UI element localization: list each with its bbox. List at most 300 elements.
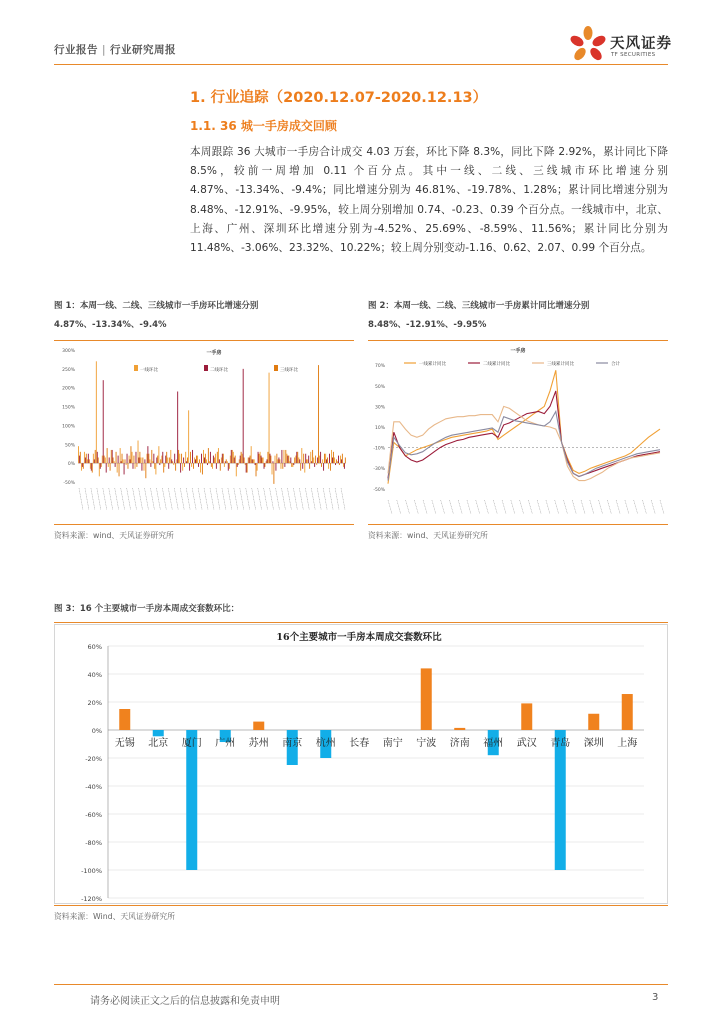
x-tick-label (109, 488, 113, 510)
bar (163, 463, 164, 472)
x-tick-label: 南京 (282, 738, 303, 749)
bar (188, 410, 189, 463)
x-tick-label (180, 488, 184, 510)
bar (197, 456, 198, 464)
bar (153, 730, 164, 736)
bar (194, 457, 195, 463)
bar (126, 463, 127, 465)
bar (203, 450, 204, 463)
bar (319, 456, 320, 464)
bar (323, 463, 324, 471)
x-tick-label (162, 488, 166, 510)
x-tick-label (103, 488, 107, 510)
bar (213, 456, 214, 464)
bar (196, 456, 197, 464)
bar (87, 459, 88, 463)
bar (133, 456, 134, 464)
bar (293, 463, 294, 465)
bar (278, 457, 279, 463)
bar (339, 463, 340, 465)
bar (206, 459, 207, 463)
bar (345, 457, 346, 463)
bar (300, 463, 301, 471)
x-tick-label (335, 488, 339, 510)
bar (282, 463, 283, 469)
bar (121, 461, 122, 463)
x-tick-label (625, 500, 629, 514)
bar (202, 463, 203, 474)
bar (255, 463, 256, 465)
bar (295, 456, 296, 464)
bar (150, 463, 151, 467)
x-tick-label (139, 488, 143, 510)
bar (81, 463, 82, 471)
x-tick-label (228, 488, 232, 510)
bar (299, 459, 300, 463)
series-line (388, 406, 660, 480)
bar (154, 463, 155, 469)
y-tick-label: 100% (62, 424, 75, 430)
bar (107, 448, 108, 463)
x-tick-label: 无锡 (114, 738, 135, 749)
x-tick-label (145, 488, 149, 510)
bar (263, 457, 264, 463)
bar (122, 454, 123, 463)
x-tick-label (246, 488, 250, 510)
bar (272, 463, 273, 474)
x-tick-label (414, 500, 418, 514)
bar (85, 457, 86, 463)
bar (211, 463, 212, 467)
bar (119, 463, 120, 476)
bar (287, 456, 288, 464)
bar (169, 457, 170, 463)
report-category (54, 42, 176, 57)
bar (104, 456, 105, 464)
bar (118, 456, 119, 464)
bar (229, 463, 230, 469)
bar (217, 452, 218, 463)
x-tick-label (240, 488, 244, 510)
bar (261, 456, 262, 464)
bar (327, 457, 328, 463)
logo-chinese-name: 天风证券 (610, 36, 672, 52)
flower-logo-icon (566, 24, 610, 64)
body-paragraph: 本周跟踪 36 大城市一手房合计成交 4.03 万套，环比下降 8.3%，同比下降 2.92%，累计同比下降 8.5%，较前一周增加 0.11 个百分点。其中一线、二线、三线城市环比增速分别 4.87%、-13.34%、-9.4%；同比增速分别为 46.81%、-19.78%、1.28%；累计同比增速分别为 8.48%、-12.91%、-9.95%，较上周分别增加 0.74、-0.23、0.39 个百分点。一线城市中，北京、上海、广州、深圳环比增速分别为-4.52%、25.69%、-8.59%、11.56%；累计同比分别为 11.48%、-3.06%、23.32%、10.22%；较上周分别变动-1.16、0.62、2.07、0.99 个百分点。 (190, 146, 668, 255)
y-tick-label: 0% (91, 727, 102, 735)
bar (555, 730, 566, 870)
bar (292, 463, 293, 467)
x-tick-label (222, 488, 226, 510)
bar (304, 463, 305, 472)
bar (328, 463, 329, 469)
bar (100, 463, 101, 469)
bar (189, 463, 190, 471)
bar (266, 461, 267, 463)
x-tick-label (270, 488, 274, 510)
bar (270, 454, 271, 463)
bar (338, 456, 339, 464)
bar (204, 457, 205, 463)
bar (311, 461, 312, 463)
x-tick-label (563, 500, 567, 514)
bar (310, 452, 311, 463)
bar (142, 457, 143, 463)
bar (89, 459, 90, 463)
series-line (388, 391, 660, 479)
bar (148, 454, 149, 463)
bar (146, 454, 147, 463)
x-tick-label: 济南 (449, 738, 470, 749)
bar (174, 454, 175, 463)
bar (243, 369, 244, 463)
bar (278, 459, 279, 463)
bar (272, 461, 273, 463)
bar (332, 457, 333, 463)
bar (184, 463, 185, 467)
figure-1-caption: 图 1：本周一线、二线、三线城市一手房环比增速分别 4.87%、-13.34%、-9.4% (54, 301, 259, 330)
x-tick-label (458, 500, 462, 514)
bar (147, 446, 148, 463)
header-subcategory: 行业研究周报 (110, 44, 177, 56)
bar (344, 463, 345, 469)
bar (242, 454, 243, 463)
bar (312, 450, 313, 463)
bar (114, 461, 115, 463)
x-tick-label (258, 488, 262, 510)
bar (285, 450, 286, 463)
bar (253, 722, 264, 730)
bar (342, 454, 343, 463)
figure-1-source: 资料来源：wind、天风证券研究所 (54, 531, 174, 540)
bar (151, 450, 152, 463)
figure-2-source: 资料来源：wind、天风证券研究所 (368, 531, 488, 540)
bar (248, 457, 249, 463)
bar (93, 454, 94, 463)
bar (86, 454, 87, 463)
x-tick-label (423, 500, 427, 514)
series-line (388, 370, 660, 483)
bar (181, 454, 182, 463)
bar (331, 450, 332, 463)
bar (193, 463, 194, 469)
x-tick-label: 杭州 (315, 738, 336, 749)
x-tick-label (341, 488, 345, 510)
figure-2-svg (368, 342, 668, 522)
bar (177, 391, 178, 463)
bar (160, 459, 161, 463)
bar (306, 459, 307, 463)
y-tick-label: 20% (87, 699, 102, 707)
bar (78, 446, 79, 463)
bar (214, 457, 215, 463)
bar (235, 456, 236, 464)
bar (92, 463, 93, 472)
bar (276, 454, 277, 463)
bar (210, 452, 211, 463)
bar (120, 448, 121, 463)
x-tick-label: 北京 (148, 738, 169, 749)
bar (116, 452, 117, 463)
bar (110, 463, 111, 471)
bar (260, 452, 261, 463)
x-tick-label (323, 488, 327, 510)
bar (246, 463, 247, 472)
bar (108, 463, 109, 467)
bar (286, 454, 287, 463)
bar (170, 450, 171, 463)
figure-1-chart (54, 342, 354, 522)
legend-label: 一线环比 (140, 368, 158, 373)
x-tick-label (121, 488, 125, 510)
y-tick-label: -50% (373, 487, 385, 493)
bar (330, 463, 331, 471)
bar (334, 457, 335, 463)
bar (230, 456, 231, 464)
x-tick-label (293, 488, 297, 510)
bar (337, 461, 338, 463)
chart-frame (55, 625, 668, 904)
y-tick-label: -60% (85, 811, 102, 819)
bar (588, 714, 599, 730)
bar (234, 457, 235, 463)
bar (141, 457, 142, 463)
header-divider (54, 64, 668, 65)
bar (84, 452, 85, 463)
x-tick-label (216, 488, 220, 510)
bar (159, 463, 160, 465)
bar (141, 463, 142, 471)
bar (233, 452, 234, 463)
x-tick-label: 上海 (617, 738, 638, 749)
x-tick-label (210, 488, 214, 510)
bar (329, 454, 330, 463)
bar (119, 709, 130, 730)
x-tick-label (234, 488, 238, 510)
x-tick-label (204, 488, 208, 510)
bar (264, 463, 265, 467)
bar (167, 457, 168, 463)
y-tick-label: -100% (81, 867, 102, 875)
bar (178, 450, 179, 463)
x-tick-label (305, 488, 309, 510)
bar (322, 459, 323, 463)
bar (80, 452, 81, 463)
bar (521, 703, 532, 730)
x-tick-label (528, 500, 532, 514)
bar (109, 457, 110, 463)
y-tick-label: -10% (373, 446, 385, 452)
x-tick-label (127, 488, 131, 510)
x-tick-label: 青岛 (550, 738, 571, 749)
x-tick-label: 南宁 (382, 738, 403, 749)
header-separator: | (102, 44, 107, 56)
bar (195, 459, 196, 463)
bar (125, 459, 126, 463)
x-tick-label (581, 500, 585, 514)
bar (138, 457, 139, 463)
bar (275, 456, 276, 464)
legend-swatch (274, 365, 278, 371)
bar (172, 461, 173, 463)
chart-title: 一手房 (206, 350, 222, 356)
y-tick-label: 300% (62, 349, 75, 354)
bar (244, 457, 245, 463)
x-tick-label (168, 488, 172, 510)
x-tick-label (299, 488, 303, 510)
bar (130, 459, 131, 463)
bar (264, 463, 265, 469)
bar (183, 457, 184, 463)
bar (158, 446, 159, 463)
bar (252, 459, 253, 463)
bar (335, 463, 336, 465)
bar (326, 459, 327, 463)
bar (94, 459, 95, 463)
bar (281, 450, 282, 463)
x-tick-label (607, 500, 611, 514)
bar (247, 463, 248, 472)
bar (156, 457, 157, 463)
bar (95, 450, 96, 463)
x-tick-label: 广州 (215, 738, 236, 749)
figure-3-bottom-rule (54, 905, 668, 906)
bar (135, 463, 136, 469)
bar (231, 450, 232, 463)
x-tick-label (264, 488, 268, 510)
bar (186, 730, 197, 870)
legend-swatch (204, 365, 208, 371)
figure-3-rule (54, 622, 668, 623)
bar (215, 454, 216, 463)
bar (240, 456, 241, 464)
bar (275, 463, 276, 471)
bar (224, 463, 225, 467)
x-tick-label (406, 500, 410, 514)
x-tick-label (537, 500, 541, 514)
x-tick-label (133, 488, 137, 510)
bar (161, 456, 162, 464)
x-tick-label (432, 500, 436, 514)
bar (124, 463, 125, 474)
x-tick-label (397, 500, 401, 514)
company-logo (566, 24, 676, 64)
bar (219, 459, 220, 463)
x-tick-label (97, 488, 101, 510)
bar (225, 461, 226, 463)
bar (168, 463, 169, 469)
figure-1-bottom-rule (54, 524, 354, 525)
figure-1-rule (54, 340, 354, 341)
bar (117, 463, 118, 472)
bar (223, 454, 224, 463)
bar (305, 454, 306, 463)
bar (290, 457, 291, 463)
figure-2-bottom-rule (368, 524, 668, 525)
logo-english-name: TF SECURITIES (611, 52, 656, 58)
x-tick-label (476, 500, 480, 514)
chart-title: 16个主要城市一手房本周成交套数环比 (276, 632, 442, 643)
bar (103, 380, 104, 463)
bar (186, 461, 187, 463)
bar (239, 459, 240, 463)
bar (123, 459, 124, 463)
x-tick-label (388, 500, 392, 514)
legend-label: 一线累计同比 (419, 362, 446, 367)
bar (317, 457, 318, 463)
bar (267, 459, 268, 463)
bar (284, 463, 285, 467)
x-tick-label (590, 500, 594, 514)
y-tick-label: -80% (85, 839, 102, 847)
x-tick-label (174, 488, 178, 510)
x-tick-label (311, 488, 315, 510)
bar (200, 463, 201, 472)
bar (136, 452, 137, 463)
bar (132, 452, 133, 463)
bar (228, 463, 229, 471)
x-tick-label (449, 500, 453, 514)
bar (152, 461, 153, 463)
y-tick-label: 10% (374, 426, 385, 431)
y-tick-label: 70% (374, 364, 385, 370)
chart-title: 一手房 (510, 348, 526, 354)
x-tick-label (186, 488, 190, 510)
bar (232, 450, 233, 463)
bar (253, 459, 254, 463)
bar (301, 448, 302, 463)
bar (207, 463, 208, 465)
bar (241, 452, 242, 463)
x-tick-label (317, 488, 321, 510)
bar (175, 463, 176, 471)
bar (236, 463, 237, 476)
bar (105, 457, 106, 463)
bar (343, 463, 344, 467)
figure-2-caption: 图 2：本周一线、二线、三线城市一手房累计同比增速分别 8.48%、-12.91%、-9.95% (368, 301, 590, 330)
bar (325, 454, 326, 463)
x-tick-label (150, 488, 154, 510)
bar (320, 452, 321, 463)
bar (90, 463, 91, 469)
figure-2-rule (368, 340, 668, 341)
bar (138, 441, 139, 464)
bar (269, 373, 270, 464)
footer-divider (54, 984, 668, 985)
figure-3-chart (54, 624, 668, 904)
bar (180, 463, 181, 472)
x-tick-label: 苏州 (248, 738, 269, 749)
section-heading: 1. 行业追踪（2020.12.07-2020.12.13） (190, 90, 488, 106)
legend-label: 三线环比 (280, 368, 298, 373)
x-tick-label (91, 488, 95, 510)
bar (144, 463, 145, 471)
y-tick-label: 30% (374, 405, 385, 411)
legend-swatch (134, 365, 138, 371)
y-tick-label: 150% (62, 405, 75, 411)
bar (216, 463, 217, 469)
bar (336, 459, 337, 463)
bar (222, 454, 223, 463)
x-tick-label (156, 488, 160, 510)
bar (259, 454, 260, 463)
figure-3-source: 资料来源：Wind、天风证券研究所 (54, 912, 175, 921)
x-tick-label: 福州 (483, 738, 504, 749)
figure-1-svg (54, 342, 354, 522)
bar (97, 452, 98, 463)
bar (307, 459, 308, 463)
bar (220, 463, 221, 471)
